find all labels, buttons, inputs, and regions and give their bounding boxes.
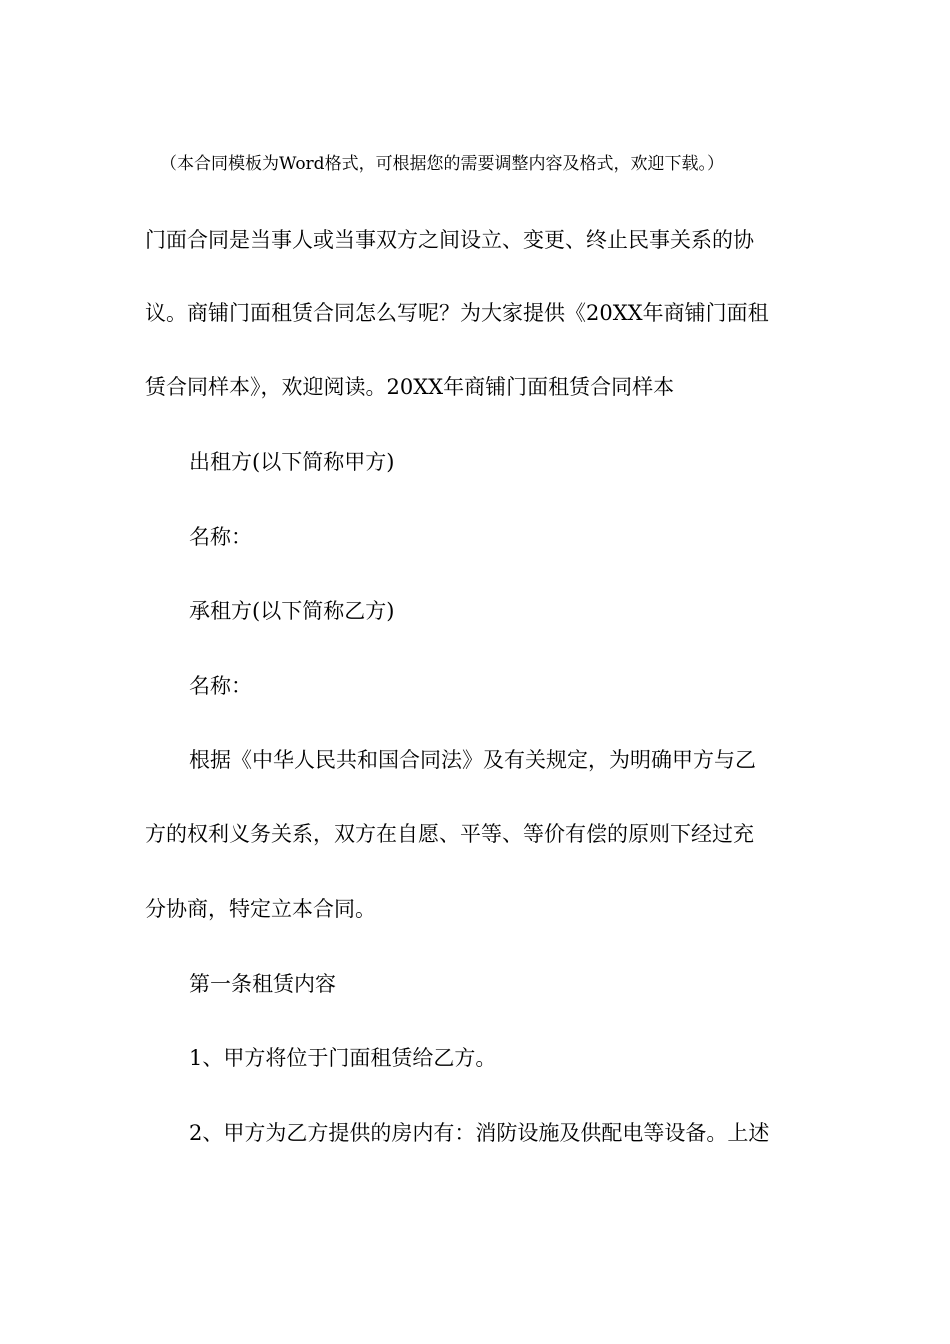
template-note: （本合同模板为Word格式，可根据您的需要调整内容及格式，欢迎下载。）	[160, 154, 725, 174]
lessee-name-label: 名称：	[189, 674, 252, 698]
intro-line-1: 门面合同是当事人或当事双方之间设立、变更、终止民事关系的协	[145, 228, 754, 252]
lessee-label: 承租方(以下简称乙方)	[189, 599, 395, 623]
article-1-item-2: 2、甲方为乙方提供的房内有：消防设施及供配电等设备。上述	[189, 1121, 770, 1145]
basis-line-3: 分协商，特定立本合同。	[145, 897, 376, 921]
article-1-item-1: 1、甲方将位于门面租赁给乙方。	[189, 1046, 497, 1070]
basis-line-1: 根据《中华人民共和国合同法》及有关规定，为明确甲方与乙	[189, 748, 756, 772]
article-1-title: 第一条租赁内容	[189, 972, 336, 996]
intro-line-2: 议。商铺门面租赁合同怎么写呢？为大家提供《20XX年商铺门面租	[145, 301, 769, 325]
basis-line-2: 方的权利义务关系，双方在自愿、平等、等价有偿的原则下经过充	[145, 822, 754, 846]
intro-line-3: 赁合同样本》，欢迎阅读。20XX年商铺门面租赁合同样本	[145, 375, 675, 399]
lessor-label: 出租方(以下简称甲方)	[189, 450, 395, 474]
lessor-name-label: 名称：	[189, 525, 252, 549]
